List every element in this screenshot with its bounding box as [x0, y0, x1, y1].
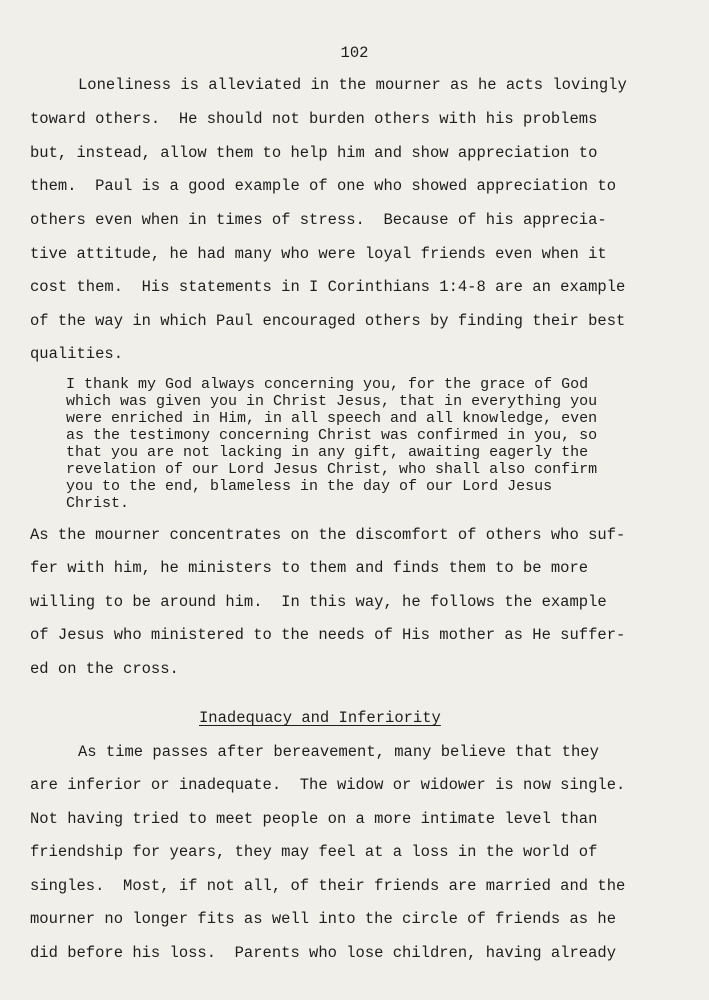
- quote-line-6: revelation of our Lord Jesus Christ, who shall also confirm: [66, 461, 598, 478]
- para2-line-4: of Jesus who ministered to the needs of His mother as He suffer-: [30, 626, 626, 644]
- quote-line-4: as the testimony concerning Christ was confirmed in you, so: [66, 427, 598, 444]
- para1-line-9: qualities.: [30, 345, 124, 363]
- section-heading: Inadequacy and Inferiority: [199, 709, 441, 727]
- para1-line-3: but, instead, allow them to help him and show appreciation to: [30, 144, 598, 162]
- para2-line-2: fer with him, he ministers to them and finds them to be more: [30, 559, 589, 577]
- para1-line-7: cost them. His statements in I Corinthians 1:4-8 are an example: [30, 278, 626, 296]
- para2-line-1: As the mourner concentrates on the discomfort of others who suf-: [30, 526, 626, 544]
- para1-line-1: Loneliness is alleviated in the mourner as he acts lovingly: [78, 76, 627, 94]
- quote-line-5: that you are not lacking in any gift, awaiting eagerly the: [66, 444, 589, 461]
- para3-line-7: did before his loss. Parents who lose children, having already: [30, 944, 616, 962]
- para2-line-5: ed on the cross.: [30, 660, 179, 678]
- quote-line-1: I thank my God always concerning you, for the grace of God: [66, 376, 589, 393]
- para3-line-5: singles. Most, if not all, of their friends are married and the: [30, 877, 626, 895]
- quote-line-3: were enriched in Him, in all speech and all knowledge, even: [66, 410, 598, 427]
- para3-line-3: Not having tried to meet people on a more intimate level than: [30, 810, 598, 828]
- quote-line-2: which was given you in Christ Jesus, that in everything you: [66, 393, 598, 410]
- page-number: 102: [340, 44, 369, 62]
- quote-line-7: you to the end, blameless in the day of our Lord Jesus: [66, 478, 553, 495]
- para3-line-6: mourner no longer fits as well into the circle of friends as he: [30, 910, 616, 928]
- para3-line-1: As time passes after bereavement, many believe that they: [78, 743, 599, 761]
- para1-line-6: tive attitude, he had many who were loyal friends even when it: [30, 245, 607, 263]
- quote-line-8: Christ.: [66, 495, 130, 512]
- para3-line-4: friendship for years, they may feel at a loss in the world of: [30, 843, 598, 861]
- para1-line-5: others even when in times of stress. Because of his apprecia-: [30, 211, 607, 229]
- para1-line-8: of the way in which Paul encouraged others by finding their best: [30, 312, 626, 330]
- para1-line-4: them. Paul is a good example of one who showed appreciation to: [30, 177, 616, 195]
- para3-line-2: are inferior or inadequate. The widow or widower is now single.: [30, 776, 626, 794]
- para1-line-2: toward others. He should not burden others with his problems: [30, 110, 598, 128]
- para2-line-3: willing to be around him. In this way, he follows the example: [30, 593, 607, 611]
